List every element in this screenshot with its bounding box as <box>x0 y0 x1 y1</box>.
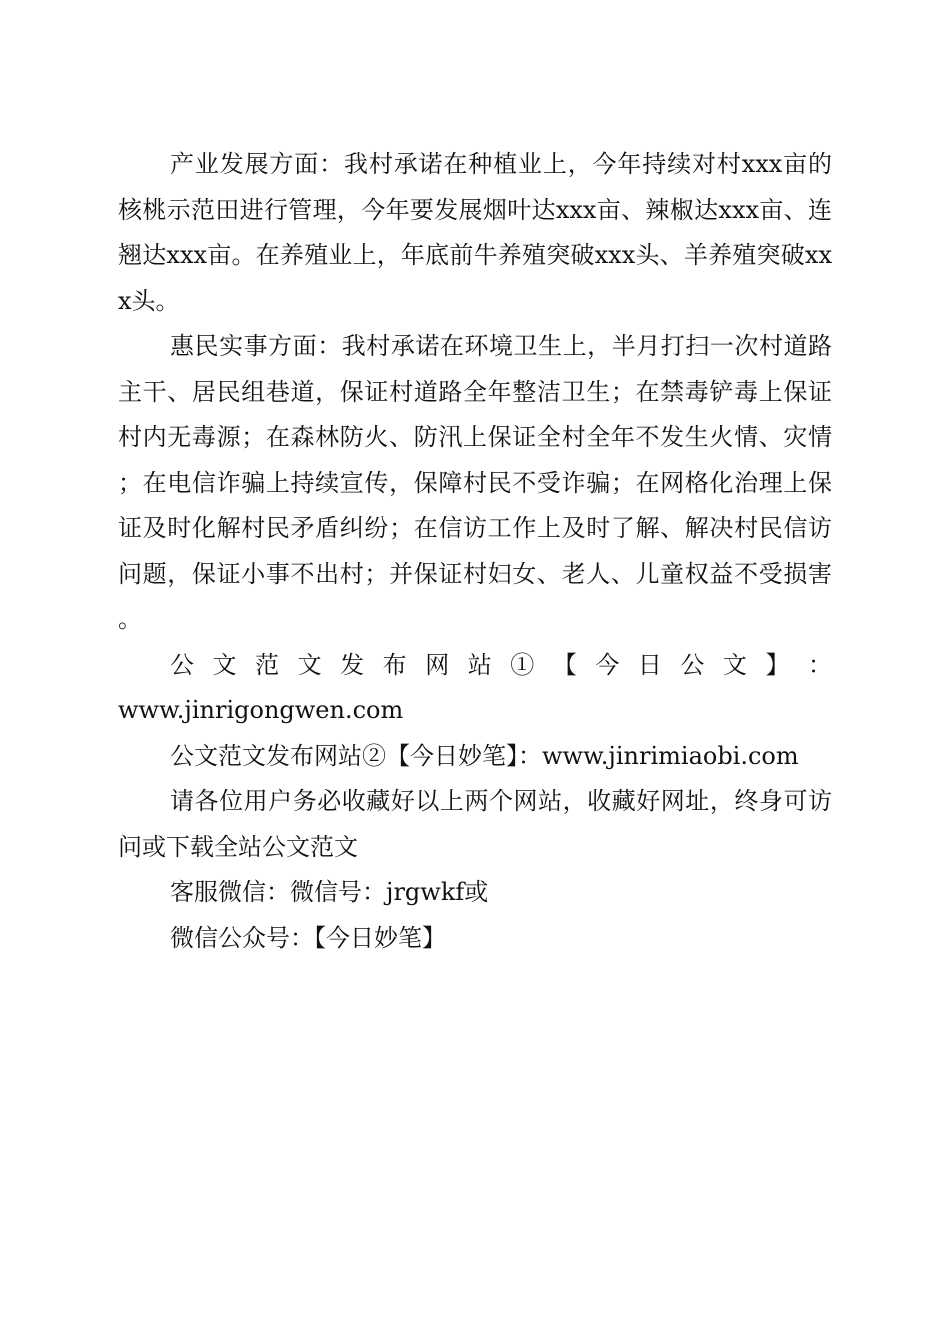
industry-paragraph: 产业发展方面：我村承诺在种植业上，今年持续对村xxx亩的核桃示范田进行管理，今年要发展烟叶达xxx亩、辣椒达xxx亩、连翘达xxx亩。在养殖业上，年底前牛养殖突破xxx头、羊养殖突破xxx头。 <box>118 150 832 315</box>
site2-line: 公文范文发布网站②【今日妙笔】：www.jinrimiaobi.com <box>170 741 799 770</box>
document-body <box>118 142 832 961</box>
service-line: 客服微信：微信号：jrgwkf或 <box>170 878 489 906</box>
site1-label: 公 文 范 文 发 布 网 站 ① 【 今 日 公 文 】 ： <box>170 650 832 679</box>
livelihood-paragraph: 惠民实事方面：我村承诺在环境卫生上，半月打扫一次村道路主干、居民组巷道，保证村道路全年整洁卫生；在禁毒铲毒上保证村内无毒源；在森林防火、防汛上保证全村全年不发生火情、灾情；在电信诈骗上持续宣传，保障村民不受诈骗；在网格化治理上保证及时化解村民矛盾纠纷；在信访工作上及时了解、解决村民信访问题，保证小事不出村；并保证村妇女、老人、儿童权益不受损害。 <box>118 332 832 633</box>
official-account-line: 微信公众号：【今日妙笔】 <box>170 923 446 952</box>
site1-url: www.jinrigongwen.com <box>118 696 404 724</box>
notice-paragraph: 请各位用户务必收藏好以上两个网站，收藏好网址，终身可访问或下载全站公文范文 <box>118 787 832 861</box>
